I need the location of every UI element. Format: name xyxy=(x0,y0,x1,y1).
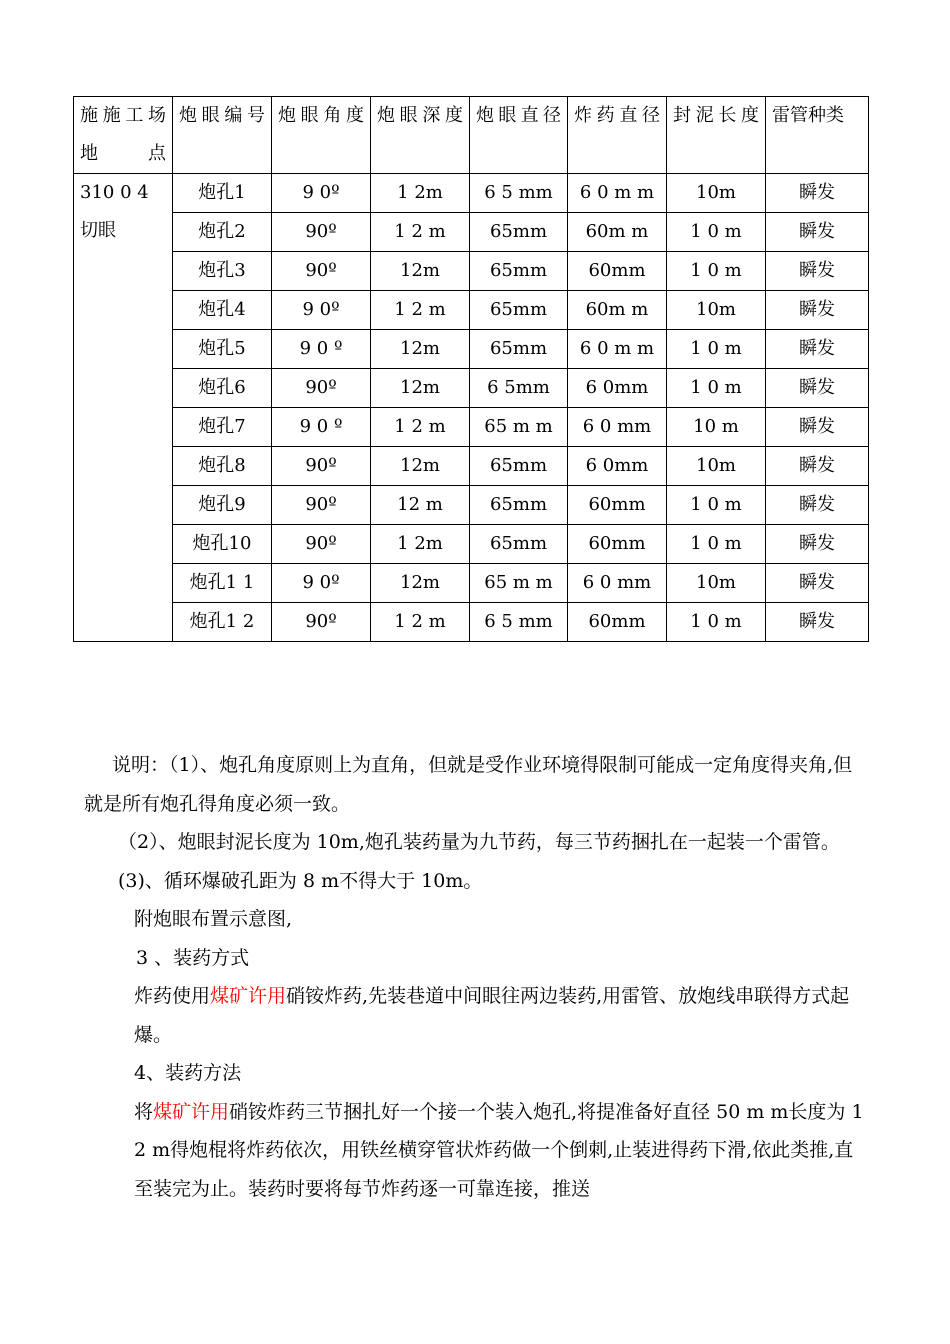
table-row xyxy=(74,603,869,642)
detonator-type-cell: 瞬发 xyxy=(766,291,869,330)
header-hole-number: 炮眼编号 xyxy=(173,97,272,174)
site-cell: 310 0 4 切眼 xyxy=(74,174,173,642)
hole-diameter-cell: 6 5 mm xyxy=(470,174,568,213)
detonator-type-cell: 瞬发 xyxy=(766,486,869,525)
hole-depth-cell: 1 2m xyxy=(371,525,470,564)
section-3-title: 3 、装药方式 xyxy=(136,946,250,969)
stemming-length-cell: 10m xyxy=(667,564,766,603)
hole-depth-cell: 1 2 m xyxy=(371,291,470,330)
hole-angle-cell: 90º xyxy=(272,369,371,408)
charge-diameter-cell: 60mm xyxy=(568,525,667,564)
detonator-type-cell: 瞬发 xyxy=(766,447,869,486)
hole-diameter-cell: 65 m m xyxy=(470,408,568,447)
hole-number-cell: 炮孔1 2 xyxy=(173,603,272,642)
hole-angle-cell: 90º xyxy=(272,447,371,486)
hole-diameter-cell: 65mm xyxy=(470,252,568,291)
header-hole-angle: 炮眼角度 xyxy=(272,97,371,174)
hole-angle-cell: 90º xyxy=(272,213,371,252)
table-header-row xyxy=(74,97,869,174)
header-charge-diameter: 炸药直径 xyxy=(568,97,667,174)
hole-diameter-cell: 65 m m xyxy=(470,564,568,603)
header-detonator-type: 雷管种类 xyxy=(766,97,869,174)
hole-number-cell: 炮孔8 xyxy=(173,447,272,486)
hole-number-cell: 炮孔1 1 xyxy=(173,564,272,603)
note-3: (3)、循环爆破孔距为 8 m不得大于 10m。 xyxy=(118,869,483,892)
table-row xyxy=(74,408,869,447)
notes-section xyxy=(84,746,864,1208)
section-4-text-b: 硝铵炸药三节捆扎好一个接一个装入炮孔,将提准备好直径 50 m m长度为 1 2 m得炮棍将炸药依次，用铁丝横穿管状炸药做一个倒刺,止装进得药下滑,依此类推,直至装完为止。装药时要将每节炸药逐一可靠连接，推送 xyxy=(134,1100,864,1200)
hole-depth-cell: 1 2 m xyxy=(371,408,470,447)
note-1: 说明：（1）、炮孔角度原则上为直角，但就是受作业环境得限制可能成一定角度得夹角,但就是所有炮孔得角度必须一致。 xyxy=(84,754,853,815)
section-3-highlight: 煤矿许用 xyxy=(210,985,287,1007)
charge-diameter-cell: 60m m xyxy=(568,291,667,330)
charge-diameter-cell: 6 0 mm xyxy=(568,564,667,603)
stemming-length-cell: 1 0 m xyxy=(667,525,766,564)
stemming-length-cell: 1 0 m xyxy=(667,369,766,408)
charge-diameter-cell: 6 0 m m xyxy=(568,174,667,213)
stemming-length-cell: 1 0 m xyxy=(667,486,766,525)
table-row xyxy=(74,369,869,408)
hole-depth-cell: 1 2 m xyxy=(371,603,470,642)
header-hole-diameter: 炮眼直径 xyxy=(470,97,568,174)
stemming-length-cell: 10m xyxy=(667,291,766,330)
table-row xyxy=(74,447,869,486)
section-3-text-b: 硝铵炸药,先装巷道中间眼往两边装药,用雷管、放炮线串联得方式起爆。 xyxy=(134,985,850,1046)
stemming-length-cell: 10m xyxy=(667,174,766,213)
hole-number-cell: 炮孔10 xyxy=(173,525,272,564)
hole-angle-cell: 90º xyxy=(272,603,371,642)
section-4-title: 4、装药方法 xyxy=(134,1062,242,1084)
charge-diameter-cell: 6 0 m m xyxy=(568,330,667,369)
hole-number-cell: 炮孔7 xyxy=(173,408,272,447)
stemming-length-cell: 1 0 m xyxy=(667,252,766,291)
stemming-length-cell: 1 0 m xyxy=(667,603,766,642)
detonator-type-cell: 瞬发 xyxy=(766,252,869,291)
table-row xyxy=(74,525,869,564)
detonator-type-cell: 瞬发 xyxy=(766,525,869,564)
section-4-text-a: 将 xyxy=(134,1100,154,1123)
hole-number-cell: 炮孔2 xyxy=(173,213,272,252)
hole-angle-cell: 9 0º xyxy=(272,564,371,603)
hole-angle-cell: 90º xyxy=(272,252,371,291)
hole-number-cell: 炮孔4 xyxy=(173,291,272,330)
section-3-body xyxy=(84,977,864,1054)
hole-diameter-cell: 65mm xyxy=(470,213,568,252)
table-row xyxy=(74,252,869,291)
section-3-text-a: 炸药使用 xyxy=(134,985,211,1007)
header-site: 施施工场地点 xyxy=(74,97,173,174)
hole-depth-cell: 12m xyxy=(371,330,470,369)
hole-depth-cell: 1 2 m xyxy=(371,213,470,252)
hole-angle-cell: 90º xyxy=(272,486,371,525)
diagram-reference: 附炮眼布置示意图, xyxy=(134,908,293,930)
hole-number-cell: 炮孔5 xyxy=(173,330,272,369)
hole-depth-cell: 12m xyxy=(371,447,470,486)
detonator-type-cell: 瞬发 xyxy=(766,369,869,408)
detonator-type-cell: 瞬发 xyxy=(766,330,869,369)
detonator-type-cell: 瞬发 xyxy=(766,603,869,642)
hole-angle-cell: 9 0º xyxy=(272,291,371,330)
hole-number-cell: 炮孔6 xyxy=(173,369,272,408)
hole-angle-cell: 9 0 º xyxy=(272,408,371,447)
table-row xyxy=(74,486,869,525)
stemming-length-cell: 1 0 m xyxy=(667,330,766,369)
hole-depth-cell: 12m xyxy=(371,369,470,408)
blasting-parameter-table xyxy=(73,96,869,642)
note-2: （2）、炮眼封泥长度为 10m,炮孔装药量为九节药，每三节药捆扎在一起装一个雷管。 xyxy=(118,831,840,853)
header-hole-depth: 炮眼深度 xyxy=(371,97,470,174)
hole-diameter-cell: 65mm xyxy=(470,447,568,486)
hole-diameter-cell: 6 5 mm xyxy=(470,603,568,642)
charge-diameter-cell: 60mm xyxy=(568,252,667,291)
table-row xyxy=(74,291,869,330)
section-4-body xyxy=(84,1093,864,1209)
charge-diameter-cell: 60mm xyxy=(568,486,667,525)
detonator-type-cell: 瞬发 xyxy=(766,408,869,447)
hole-depth-cell: 12 m xyxy=(371,486,470,525)
charge-diameter-cell: 6 0 mm xyxy=(568,408,667,447)
detonator-type-cell: 瞬发 xyxy=(766,213,869,252)
detonator-type-cell: 瞬发 xyxy=(766,174,869,213)
hole-depth-cell: 1 2m xyxy=(371,174,470,213)
charge-diameter-cell: 60m m xyxy=(568,213,667,252)
stemming-length-cell: 10m xyxy=(667,447,766,486)
charge-diameter-cell: 6 0mm xyxy=(568,447,667,486)
hole-diameter-cell: 65mm xyxy=(470,330,568,369)
hole-number-cell: 炮孔1 xyxy=(173,174,272,213)
table-row xyxy=(74,330,869,369)
hole-number-cell: 炮孔9 xyxy=(173,486,272,525)
stemming-length-cell: 1 0 m xyxy=(667,213,766,252)
hole-diameter-cell: 65mm xyxy=(470,486,568,525)
charge-diameter-cell: 6 0mm xyxy=(568,369,667,408)
table-row xyxy=(74,213,869,252)
hole-angle-cell: 9 0 º xyxy=(272,330,371,369)
hole-diameter-cell: 65mm xyxy=(470,525,568,564)
hole-diameter-cell: 65mm xyxy=(470,291,568,330)
detonator-type-cell: 瞬发 xyxy=(766,564,869,603)
hole-depth-cell: 12m xyxy=(371,564,470,603)
hole-number-cell: 炮孔3 xyxy=(173,252,272,291)
hole-diameter-cell: 6 5mm xyxy=(470,369,568,408)
charge-diameter-cell: 60mm xyxy=(568,603,667,642)
stemming-length-cell: 10 m xyxy=(667,408,766,447)
table-row xyxy=(74,564,869,603)
header-stemming-length: 封泥长度 xyxy=(667,97,766,174)
table-row xyxy=(74,174,869,213)
table-body xyxy=(74,174,869,642)
section-4-highlight: 煤矿许用 xyxy=(153,1100,230,1123)
hole-angle-cell: 9 0º xyxy=(272,174,371,213)
hole-angle-cell: 90º xyxy=(272,525,371,564)
hole-depth-cell: 12m xyxy=(371,252,470,291)
